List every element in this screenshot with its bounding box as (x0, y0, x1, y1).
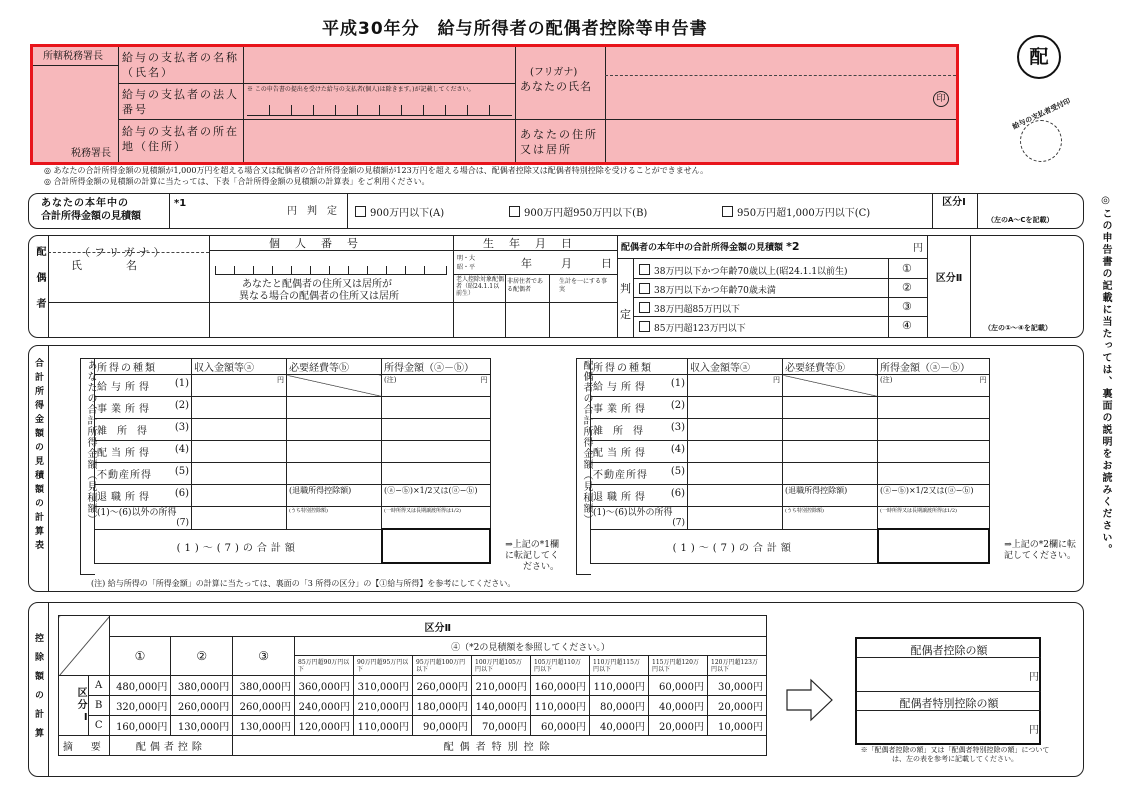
summary-special: 配偶者特別控除 (233, 736, 767, 756)
deduction-corner (59, 616, 110, 676)
kubun2-label: 区分Ⅱ (935, 273, 963, 284)
you-row-retirement: 退職所得 (6) (95, 485, 192, 507)
payer-number-field[interactable] (247, 97, 512, 116)
payer-address-field[interactable] (244, 121, 514, 161)
you-row-dividend: 配当所得 (4) (95, 441, 192, 463)
applicant-furigana-field[interactable] (606, 48, 956, 74)
applicant-name-label: あなたの氏名 (520, 80, 592, 93)
calc-side-label: 合計所得金額の見積額の計算表 (33, 358, 43, 554)
kubun2-note: （左の①～④を記載） (984, 324, 1052, 332)
payer-name-field[interactable] (244, 48, 514, 82)
cell-a-5: 310,000円 (354, 676, 413, 696)
sp-row-business: 事業所得 (2) (591, 397, 688, 419)
office-label: 所轄税務署長 (43, 51, 103, 62)
deduction-side-label: 控除額の計算 (33, 633, 43, 747)
you-misc-expense[interactable] (287, 419, 382, 441)
furigana-label: (フリガナ) (530, 67, 578, 78)
you-retirement-income[interactable] (192, 485, 287, 507)
cell-b-5: 210,000円 (354, 696, 413, 716)
cell-c-9: 40,000円 (590, 716, 649, 736)
sp-row-salary: 給与所得 (1) (591, 375, 688, 397)
col-head-1: ① (109, 637, 171, 676)
spouse-vertical-label: 配偶者の合計所得金額（見積額） (581, 360, 592, 525)
kubun2-heading: 区分Ⅱ (109, 616, 766, 637)
section-spouse (28, 235, 1084, 338)
note-2: ◎ 合計所得金額の見積額の計算に当たっては、下表「合計所得金額の見積額の計算表」をご利用ください。 (44, 177, 430, 186)
cell-a-1: 480,000円 (109, 676, 171, 696)
result1-label: 配偶者控除の額 (910, 644, 988, 657)
sp-realestate-income[interactable] (688, 463, 783, 485)
you-income-table (94, 358, 491, 564)
you-retirement-formula[interactable]: (ⓐ−ⓑ)×1/2又は(ⓐ−ⓑ) (382, 485, 491, 507)
you-business-expense[interactable] (287, 397, 382, 419)
applicant-name-field[interactable] (606, 76, 926, 118)
sp-business-income[interactable] (688, 397, 783, 419)
summary-spouse: 配偶者控除 (109, 736, 233, 756)
you-total-amount[interactable] (382, 529, 491, 563)
sub-head-5: 105万円超110万円以下 (531, 656, 590, 676)
you-vertical-label: あなたの合計所得金額（見積額） (85, 360, 96, 525)
row-key-c: C (88, 716, 109, 736)
you-lump-sum-note[interactable]: (一時所得又は長期譲渡所得は1/2) (382, 507, 491, 530)
spouse-furigana-label: （フリガナ） (79, 246, 169, 259)
result-note: ※「配偶者控除の額」又は「配偶者特別控除の額」については、左の表を参考に記載してください。 (860, 746, 1050, 763)
result1-yen: 円 (1029, 672, 1039, 683)
sp-row-other: (1)～(6)以外の所得 (7) (591, 507, 688, 530)
sp-head-expense: 必要経費等ⓑ (783, 359, 878, 375)
result1-field[interactable] (859, 659, 1027, 689)
office-suffix: 税務署長 (71, 148, 111, 159)
nonresident-col-label: 非居住者である配偶者 (507, 278, 544, 293)
payer-number-label: 給与の支払者の法人番号 (122, 88, 239, 116)
arrow-right-icon (785, 677, 835, 723)
sp-salary-amount[interactable]: (注) 円 (878, 375, 990, 397)
sub-head-4: 100万円超105万円以下 (472, 656, 531, 676)
mynumber-label: 個 人 番 号 (269, 237, 360, 250)
you-head-expense: 必要経費等ⓑ (287, 359, 382, 375)
result2-label: 配偶者特別控除の額 (899, 697, 999, 710)
transfer-note-2: ⇒上記の*2欄に転記してください。 (1003, 540, 1076, 561)
month-label: 月 (561, 257, 572, 270)
you-realestate-amount[interactable] (382, 463, 491, 485)
spouse-estimate-amount[interactable] (819, 239, 909, 257)
you-realestate-expense[interactable] (287, 463, 382, 485)
you-other-income[interactable] (192, 507, 287, 530)
you-row-realestate: 不動産所得 (5) (95, 463, 192, 485)
cell-a-10: 60,000円 (649, 676, 708, 696)
kubun1-field[interactable] (978, 195, 1078, 215)
day-label: 日 (601, 257, 612, 270)
sp-realestate-expense[interactable] (783, 463, 878, 485)
you-salary-income[interactable]: 円 (192, 375, 287, 397)
your-income-marker: *1 (174, 198, 187, 209)
spouse-mynumber-field[interactable] (215, 262, 447, 275)
payer-address-label: 給与の支払者の所在地（住所） (122, 125, 239, 153)
haigu-mark: 配 (1017, 35, 1061, 79)
spouse-hantei-label: 判定 (620, 282, 631, 321)
sp-salary-expense-diagonal (783, 375, 878, 397)
you-special-deduction[interactable]: (うち特別控除額) (287, 507, 382, 530)
col-head-2: ② (171, 637, 233, 676)
your-income-hantei: 判 定 (307, 206, 337, 217)
cell-b-7: 140,000円 (472, 696, 531, 716)
you-business-amount[interactable] (382, 397, 491, 419)
sp-head-type: 所得の種類 (591, 359, 688, 375)
sp-realestate-amount[interactable] (878, 463, 990, 485)
cell-c-8: 60,000円 (531, 716, 590, 736)
kubun1-note: （左のA～Cを記載） (987, 216, 1054, 224)
you-realestate-income[interactable] (192, 463, 287, 485)
you-misc-amount[interactable] (382, 419, 491, 441)
col-head-3: ③ (233, 637, 295, 676)
cell-a-3: 380,000円 (233, 676, 295, 696)
payer-number-note: ※ この申告書の提出を受けた給与の支払者(個人)は除きます。)が記載してください。 (247, 86, 475, 93)
cell-b-6: 180,000円 (413, 696, 472, 716)
spouse-estimate-yen: 円 (913, 243, 923, 254)
you-misc-income[interactable] (192, 419, 287, 441)
cell-a-11: 30,000円 (708, 676, 767, 696)
spouse-income-table (590, 358, 990, 564)
result2-field[interactable] (859, 712, 1027, 742)
cell-a-6: 260,000円 (413, 676, 472, 696)
you-head-income: 収入金額等ⓐ (192, 359, 287, 375)
option-a[interactable]: 900万円以下(A) (355, 206, 444, 220)
spouse-option-1[interactable]: 38万円以下かつ年齢70歳以上(昭24.1.1以前生) (639, 264, 848, 277)
spouse-option-3[interactable]: 38万円超85万円以下 (639, 302, 740, 315)
section-your-income (28, 193, 1084, 229)
livelihood-col-label: 生計を一にする事実 (559, 278, 608, 293)
cell-c-5: 110,000円 (354, 716, 413, 736)
cell-a-8: 160,000円 (531, 676, 590, 696)
sp-business-expense[interactable] (783, 397, 878, 419)
sub-head-6: 110万円超115万円以下 (590, 656, 649, 676)
birthdate-label: 生 年 月 日 (483, 237, 574, 250)
address-note-2: 異なる場合の配偶者の住所又は居所 (239, 291, 399, 302)
page-title: 平成30年分 給与所得者の配偶者控除等申告書 (322, 19, 708, 39)
you-row-misc: 雑所得 (3) (95, 419, 192, 441)
cell-c-11: 10,000円 (708, 716, 767, 736)
note-1: ◎ あなたの合計所得金額の見積額が1,000万円を超える場合又は配偶者の合計所得金額の見積額が123万円を超える場合は、配偶者控除又は配偶者特別控除を受けることができません。 (44, 166, 709, 175)
you-row-other: (1)～(6)以外の所得 (7) (95, 507, 192, 530)
col-head-4: ④（*2の見積額を参照してください。） (295, 637, 767, 656)
sp-other-income[interactable] (688, 507, 783, 530)
sp-lump-sum-note[interactable]: (一時所得又は長期譲渡所得は1/2) (878, 507, 990, 530)
result2-yen: 円 (1029, 725, 1039, 736)
spouse-estimate-title: 配偶者の本年中の合計所得金額の見積額 *2 (621, 240, 800, 253)
year-label: 年 (521, 257, 532, 270)
you-dividend-income[interactable] (192, 441, 287, 463)
payer-applicant-block (30, 44, 959, 165)
sp-misc-expense[interactable] (783, 419, 878, 441)
applicant-address-label: あなたの住所又は居所 (520, 128, 598, 156)
era-label: 明・大 昭・平 (457, 255, 476, 271)
sp-misc-income[interactable] (688, 419, 783, 441)
deduction-table (58, 615, 767, 756)
you-salary-amount[interactable]: (注) 円 (382, 375, 491, 397)
you-row-business: 事業所得 (2) (95, 397, 192, 419)
receipt-stamp-label: 給与の支払者受付印 (1010, 96, 1072, 131)
elderly-col-label: 老人控除対象配偶者（昭24.1.1以前生） (456, 276, 505, 297)
cell-c-10: 20,000円 (649, 716, 708, 736)
cell-b-3: 260,000円 (233, 696, 295, 716)
your-income-yen: 円 (287, 206, 297, 217)
spouse-address-field[interactable] (49, 304, 452, 336)
kubun2-field[interactable] (972, 239, 1078, 319)
sub-head-8: 120万円超123万円以下 (708, 656, 767, 676)
sp-business-amount[interactable] (878, 397, 990, 419)
you-head-amount: 所得金額（ⓐ－ⓑ） (382, 359, 491, 375)
spouse-name-field[interactable] (49, 274, 207, 300)
kubun1-cell: 区分Ⅰ (59, 676, 89, 736)
cell-b-9: 80,000円 (590, 696, 649, 716)
sp-special-deduction[interactable]: (うち特別控除額) (783, 507, 878, 530)
cell-c-4: 120,000円 (295, 716, 354, 736)
spouse-option-2[interactable]: 38万円以下かつ年齢70歳未満 (639, 283, 776, 296)
spouse-option-3-num: ③ (902, 300, 912, 313)
row-key-b: B (88, 696, 109, 716)
sp-total-label: (1)～(7)の合計額 (591, 529, 878, 563)
seal-mark: 印 (933, 91, 949, 107)
cell-c-6: 90,000円 (413, 716, 472, 736)
row-key-a: A (88, 676, 109, 696)
option-c[interactable]: 950万円超1,000万円以下(C) (722, 206, 870, 220)
you-total-label: (1)～(7)の合計額 (95, 529, 382, 563)
sp-retirement-deduction[interactable]: (退職所得控除額) (783, 485, 878, 507)
summary-label: 摘 要 (59, 736, 110, 756)
you-head-type: 所得の種類 (95, 359, 192, 375)
sp-salary-income[interactable]: 円 (688, 375, 783, 397)
kubun1-label: 区分Ⅰ (942, 197, 966, 208)
cell-b-4: 240,000円 (295, 696, 354, 716)
sub-head-3: 95万円超100万円以下 (413, 656, 472, 676)
checkbox-b[interactable] (509, 206, 520, 217)
your-income-label-1: あなたの本年中の (41, 198, 129, 209)
calc-footnote: (注) 給与所得の「所得金額」の計算に当たっては、裏面の「3 所得の区分」の【①給与所得】を参考にしてください。 (91, 579, 516, 588)
sp-misc-amount[interactable] (878, 419, 990, 441)
tax-office-field[interactable] (33, 67, 117, 147)
cell-c-7: 70,000円 (472, 716, 531, 736)
sp-row-dividend: 配当所得 (4) (591, 441, 688, 463)
you-salary-expense-diagonal (287, 375, 382, 397)
sp-head-amount: 所得金額（ⓐ－ⓑ） (878, 359, 990, 375)
sp-retirement-formula[interactable]: (ⓐ−ⓑ)×1/2又は(ⓐ−ⓑ) (878, 485, 990, 507)
cell-b-10: 40,000円 (649, 696, 708, 716)
sp-row-retirement: 退職所得 (6) (591, 485, 688, 507)
side-instruction: ◎この申告書の記載に当たっては、裏面の説明をお読みください。 (1100, 195, 1111, 556)
sp-dividend-income[interactable] (688, 441, 783, 463)
sub-head-1: 85万円超90万円以下 (295, 656, 354, 676)
sp-dividend-expense[interactable] (783, 441, 878, 463)
cell-a-9: 110,000円 (590, 676, 649, 696)
you-row-salary: 給与所得 (1) (95, 375, 192, 397)
sub-head-7: 115万円超120万円以下 (649, 656, 708, 676)
cell-b-8: 110,000円 (531, 696, 590, 716)
checkbox-c[interactable] (722, 206, 733, 217)
spouse-option-4[interactable]: 85万円超123万円以下 (639, 321, 746, 334)
sp-dividend-amount[interactable] (878, 441, 990, 463)
cell-b-11: 20,000円 (708, 696, 767, 716)
you-dividend-expense[interactable] (287, 441, 382, 463)
sp-head-income: 収入金額等ⓐ (688, 359, 783, 375)
sub-head-2: 90万円超95万円以下 (354, 656, 413, 676)
receipt-stamp-circle (1020, 120, 1062, 162)
spouse-option-2-num: ② (902, 281, 912, 294)
applicant-address-field[interactable] (606, 121, 956, 161)
spouse-option-4-num: ④ (902, 319, 912, 332)
sp-retirement-income[interactable] (688, 485, 783, 507)
checkbox-a[interactable] (355, 206, 366, 217)
address-note-1: あなたと配偶者の住所又は居所が (242, 279, 392, 290)
your-income-amount[interactable] (189, 200, 289, 222)
transfer-note-1: ⇒上記の*1欄に転記してください。 (504, 540, 559, 572)
your-income-label-2: 合計所得金額の見積額 (41, 211, 141, 222)
sp-total-amount[interactable] (878, 529, 990, 563)
cell-b-1: 320,000円 (109, 696, 171, 716)
you-dividend-amount[interactable] (382, 441, 491, 463)
cell-b-2: 260,000円 (171, 696, 233, 716)
spouse-name-label: 氏 名 (71, 259, 137, 272)
you-business-income[interactable] (192, 397, 287, 419)
cell-c-1: 160,000円 (109, 716, 171, 736)
you-retirement-deduction[interactable]: (退職所得控除額) (287, 485, 382, 507)
spouse-option-1-num: ① (902, 262, 912, 275)
payer-name-label: 給与の支払者の名称（氏名） (122, 51, 239, 79)
spouse-side-label: 配偶者 (34, 246, 45, 324)
cell-c-3: 130,000円 (233, 716, 295, 736)
cell-a-4: 360,000円 (295, 676, 354, 696)
cell-c-2: 130,000円 (171, 716, 233, 736)
sp-row-realestate: 不動産所得 (5) (591, 463, 688, 485)
cell-a-7: 210,000円 (472, 676, 531, 696)
result-box (855, 637, 1041, 745)
cell-a-2: 380,000円 (171, 676, 233, 696)
sp-row-misc: 雑所得 (3) (591, 419, 688, 441)
option-b[interactable]: 900万円超950万円以下(B) (509, 206, 647, 220)
